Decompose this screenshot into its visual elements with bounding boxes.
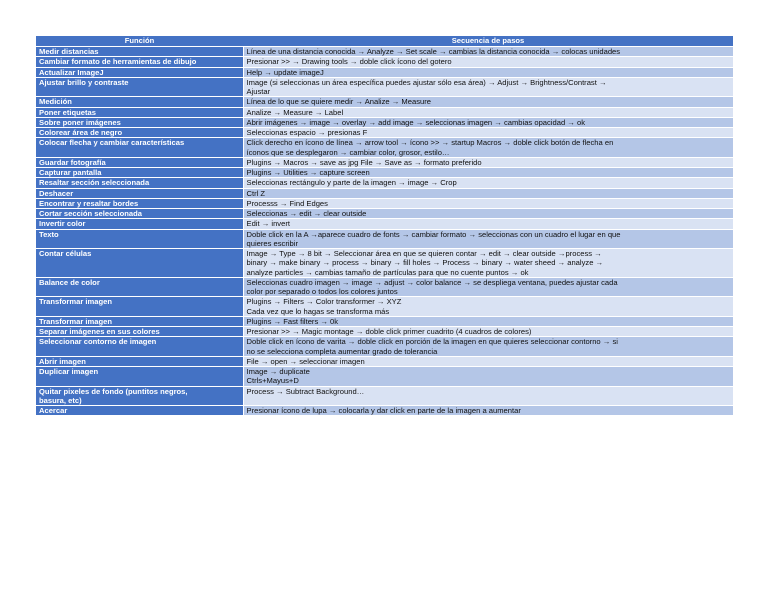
function-cell: [36, 229, 243, 249]
steps-text: Processs → Find Edges: [246, 198, 328, 208]
table-row: [36, 168, 733, 178]
table-row: [36, 188, 733, 198]
steps-text: Image (si seleccionas un área específica puedes ajustar sólo esa área) → Adjust → Brightness/Contrast →: [246, 77, 607, 87]
steps-cell: [243, 67, 733, 77]
steps-cell: [243, 327, 733, 337]
table-row: [36, 47, 733, 57]
table-row: [36, 97, 733, 107]
function-text: basura, etc): [39, 395, 82, 405]
function-cell: [36, 209, 243, 219]
steps-cell: [243, 107, 733, 117]
table-body: [36, 47, 733, 416]
steps-cell: [243, 97, 733, 107]
table-row: [36, 406, 733, 416]
function-text: Separar imágenes en sus colores: [39, 327, 160, 336]
steps-text: Seleccionas cuadro imagen → image → adjust → color balance → se despliega ventana, puedes ajustar cada: [246, 277, 618, 287]
table-row: [36, 138, 733, 158]
function-cell: [36, 219, 243, 229]
steps-cell: [243, 77, 733, 97]
steps-text: Help → update imageJ: [246, 67, 324, 77]
function-text: Balance de color: [39, 277, 100, 287]
steps-cell: [243, 277, 733, 297]
function-cell: [36, 128, 243, 138]
table-row: [36, 157, 733, 167]
steps-cell: [243, 117, 733, 127]
steps-cell: [243, 337, 733, 357]
function-cell: [36, 249, 243, 278]
table-row: [36, 386, 733, 406]
steps-cell: [243, 316, 733, 326]
steps-text: Image → Type → 8 bit → Seleccionar área en que se quieren contar → edit → clear outside →process →: [246, 249, 602, 258]
table-row: [36, 327, 733, 337]
steps-text: analyze particles → cambias tamaño de partículas para que no cuente puntos → ok: [246, 267, 529, 277]
function-text: Abrir imagen: [39, 356, 86, 366]
steps-text: Image → duplicate: [246, 367, 310, 376]
steps-text: Ctrl Z: [246, 188, 266, 198]
function-text: Invertir color: [39, 219, 86, 229]
steps-text: Edit → invert: [246, 219, 290, 229]
steps-text: Seleccionas rectángulo y parte de la imagen → image → Crop: [246, 178, 457, 188]
steps-text: Plugins → Filters → Color transformer → XYZ: [246, 297, 402, 307]
steps-cell: [243, 356, 733, 366]
steps-text: Cada vez que lo hagas se transforma más: [246, 306, 390, 316]
table-row: [36, 249, 733, 278]
function-cell: [36, 157, 243, 167]
steps-text: [247, 396, 731, 405]
function-cell: [36, 198, 243, 208]
function-text: Encontrar y resaltar bordes: [39, 198, 139, 208]
function-cell: [36, 297, 243, 317]
function-text: Texto: [39, 229, 59, 239]
steps-cell: [243, 249, 733, 278]
function-text: Contar células: [39, 249, 92, 258]
table-row: [36, 316, 733, 326]
function-cell: [36, 107, 243, 117]
table-row: [36, 128, 733, 138]
table-row: [36, 277, 733, 297]
function-cell: [36, 178, 243, 188]
steps-cell: [243, 188, 733, 198]
steps-text: Process → Subtract Background…: [246, 386, 365, 396]
steps-cell: [243, 178, 733, 188]
function-cell: [36, 386, 243, 406]
function-cell: [36, 47, 243, 57]
function-cell: [36, 168, 243, 178]
function-cell: [36, 356, 243, 366]
steps-text: Seleccionas → edit → clear outside: [246, 209, 367, 218]
function-cell: [36, 337, 243, 357]
steps-text: Ctrls+Mayus+D: [246, 376, 299, 386]
function-text: Seleccionar contorno de imagen: [39, 337, 157, 347]
steps-text: Línea de una distancia conocida → Analyze → Set scale → cambias la distancia conocida → colocas unidades: [246, 47, 621, 56]
function-text: Medir distancias: [39, 47, 99, 56]
function-cell: [36, 188, 243, 198]
function-cell: [36, 117, 243, 127]
functions-table-sheet: [36, 36, 733, 416]
function-cell: [36, 77, 243, 97]
table-header-row: [36, 36, 733, 47]
function-text: Medición: [39, 97, 72, 107]
function-cell: [36, 277, 243, 297]
steps-text: Plugins → Macros → save as jpg File → Save as → formato preferido: [246, 157, 482, 167]
steps-text: Presionar >> → Magic montage → doble click primer cuadrito (4 cuadros de colores): [246, 327, 532, 336]
function-cell: [36, 406, 243, 416]
table-row: [36, 117, 733, 127]
table-row: [36, 297, 733, 317]
table-row: [36, 337, 733, 357]
function-text: Quitar pixeles de fondo (puntitos negros,: [39, 386, 188, 396]
steps-cell: [243, 229, 733, 249]
steps-text: Línea de lo que se quiere medir → Analize → Measure: [246, 97, 431, 107]
header-funcion: Función: [36, 36, 243, 47]
steps-cell: [243, 367, 733, 387]
steps-text: Seleccionas espacio → presionas F: [246, 128, 368, 137]
function-text: Duplicar imagen: [39, 367, 99, 376]
steps-text: íconos que se desplegaron → cambiar color, grosor, estilo…: [246, 147, 450, 157]
steps-text: Ajustar: [246, 87, 271, 96]
steps-cell: [243, 386, 733, 406]
function-cell: [36, 67, 243, 77]
steps-text: Plugins → Fast filters → 0k: [246, 316, 339, 326]
steps-cell: [243, 57, 733, 67]
table-row: [36, 209, 733, 219]
steps-text: File → open → seleccionar imagen: [246, 356, 365, 366]
table-row: [36, 367, 733, 387]
steps-cell: [243, 138, 733, 158]
steps-cell: [243, 47, 733, 57]
steps-text: Doble click en ícono de varita → doble click en porción de la imagen en que quieres seleccionar contorno → si: [246, 337, 618, 347]
steps-cell: [243, 198, 733, 208]
table-row: [36, 57, 733, 67]
function-cell: [36, 138, 243, 158]
function-text: Transformar imagen: [39, 297, 113, 307]
steps-text: no se selecciona completa aumentar grado de tolerancia: [246, 346, 438, 356]
function-text: Transformar imagen: [39, 316, 113, 326]
table-row: [36, 219, 733, 229]
function-text: Deshacer: [39, 188, 74, 198]
function-text: Resaltar sección seleccionada: [39, 178, 150, 188]
function-cell: [36, 97, 243, 107]
function-cell: [36, 367, 243, 387]
steps-text: Presionar ícono de lupa → colocarla y dar click en parte de la imagen a aumentar: [246, 406, 521, 415]
function-text: Cortar sección seleccionada: [39, 209, 142, 218]
function-text: Ajustar brillo y contraste: [39, 77, 129, 87]
steps-text: Presionar >> → Drawing tools → doble click ícono del gotero: [246, 57, 452, 67]
steps-text: Analize → Measure → Label: [246, 107, 344, 117]
steps-cell: [243, 406, 733, 416]
steps-text: color por separado o todos los colores juntos: [246, 287, 398, 296]
function-text: Colocar flecha y cambiar características: [39, 138, 185, 148]
imagej-functions-table: [36, 36, 733, 416]
function-text: Poner etiquetas: [39, 107, 96, 117]
table-row: [36, 229, 733, 249]
steps-text: quieres escribir: [246, 238, 298, 248]
table-row: [36, 178, 733, 188]
steps-cell: [243, 157, 733, 167]
function-text: Colorear área de negro: [39, 128, 123, 137]
steps-cell: [243, 128, 733, 138]
table-row: [36, 77, 733, 97]
table-row: [36, 107, 733, 117]
function-text: Cambiar formato de herramientas de dibujo: [39, 57, 197, 67]
function-text: Sobre poner imágenes: [39, 117, 121, 127]
table-row: [36, 67, 733, 77]
function-cell: [36, 327, 243, 337]
steps-cell: [243, 209, 733, 219]
steps-cell: [243, 297, 733, 317]
function-text: Guardar fotografía: [39, 157, 106, 167]
function-text: Actualizar ImageJ: [39, 67, 104, 77]
steps-text: Doble click en la A →aparece cuadro de fonts → cambiar formato → seleccionas con un cuadro el lugar en que: [246, 229, 621, 239]
steps-text: Click derecho en ícono de línea → arrow tool → ícono >> → startup Macros → doble click botón de flecha en: [246, 138, 614, 148]
header-secuencia: Secuencia de pasos: [243, 36, 733, 47]
function-cell: [36, 316, 243, 326]
steps-text: binary → make binary → process → binary → fill holes → Process → binary → water sheed → analyze →: [246, 258, 604, 268]
function-cell: [36, 57, 243, 67]
steps-text: Plugins → Utilities → capture screen: [246, 168, 370, 177]
function-text: Capturar pantalla: [39, 168, 102, 177]
table-row: [36, 198, 733, 208]
steps-cell: [243, 168, 733, 178]
steps-text: Abrir imágenes → image → overlay → add image → seleccionas imagen → cambias opacidad → ok: [246, 117, 585, 127]
table-row: [36, 356, 733, 366]
function-text: Acercar: [39, 406, 68, 415]
steps-cell: [243, 219, 733, 229]
